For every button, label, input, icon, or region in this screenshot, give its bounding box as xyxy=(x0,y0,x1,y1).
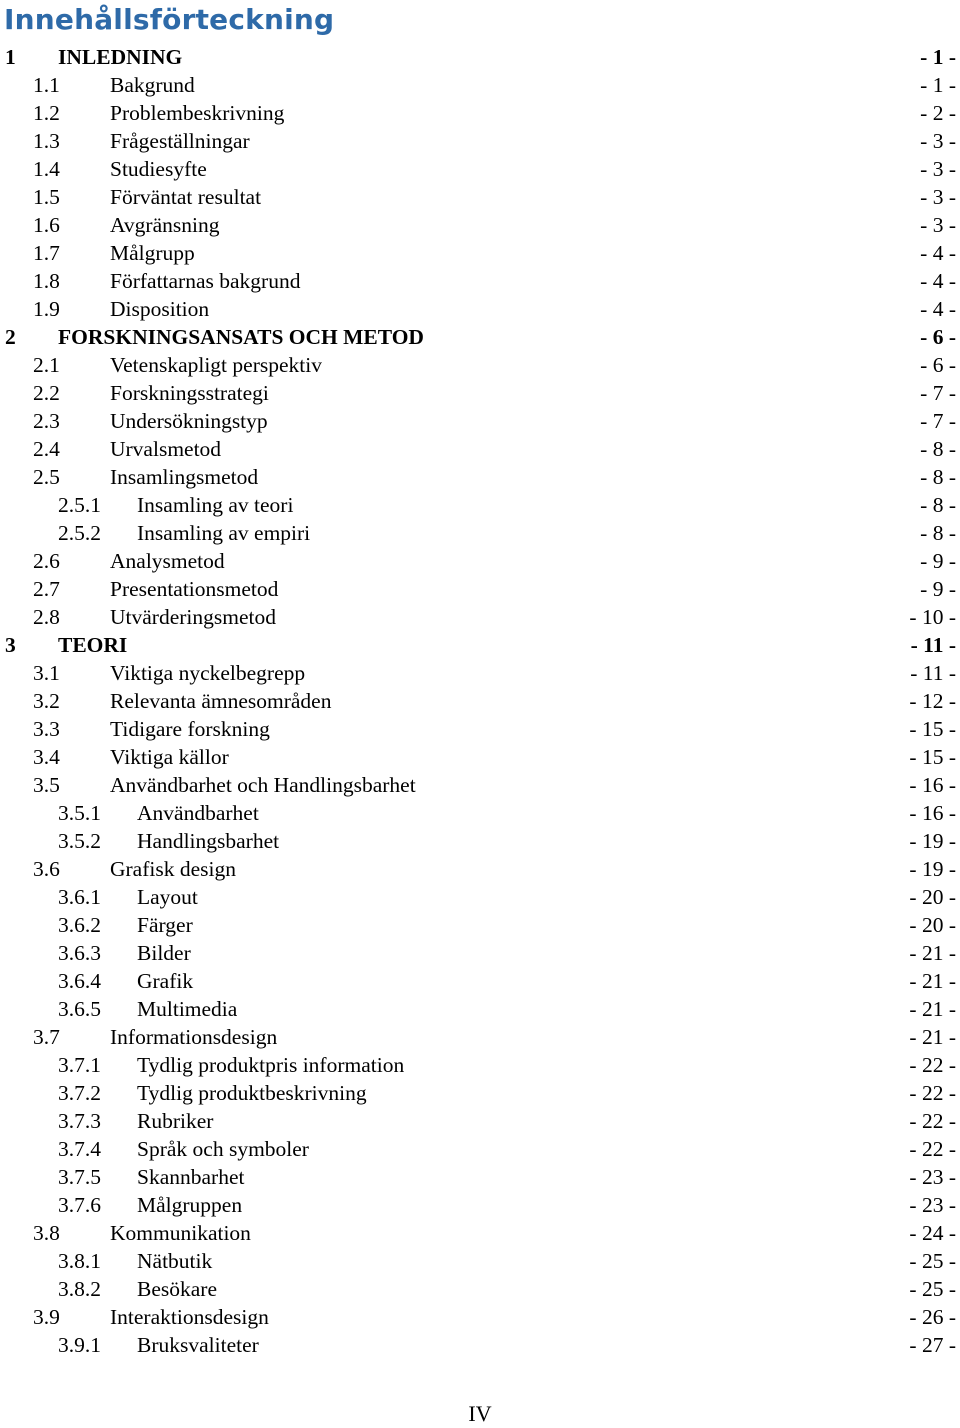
toc-entry-number: 1.9 xyxy=(33,297,60,321)
toc-entry-number: 1.7 xyxy=(33,241,60,265)
toc-entry-label: Informationsdesign xyxy=(110,1025,278,1049)
toc-entry[interactable] xyxy=(0,211,960,239)
toc-entry-page: - 1 - xyxy=(904,43,960,71)
toc-entry[interactable] xyxy=(0,1079,960,1107)
toc-entry[interactable] xyxy=(0,1275,960,1303)
toc-list xyxy=(0,43,960,1359)
toc-entry[interactable] xyxy=(0,799,960,827)
toc-entry-page: - 6 - xyxy=(904,351,960,379)
toc-entry-label: Vetenskapligt perspektiv xyxy=(110,353,322,377)
toc-entry-label: Viktiga nyckelbegrepp xyxy=(110,661,306,685)
toc-entry-number: 3.6 xyxy=(33,857,60,881)
toc-entry[interactable] xyxy=(0,1135,960,1163)
toc-entry-label: Multimedia xyxy=(137,997,238,1021)
toc-entry-number: 1.4 xyxy=(33,157,60,181)
toc-entry-label: Disposition xyxy=(110,297,210,321)
toc-entry-page: - 12 - xyxy=(904,687,960,715)
toc-entry[interactable] xyxy=(0,267,960,295)
toc-entry-page: - 3 - xyxy=(904,127,960,155)
toc-entry-page: - 21 - xyxy=(904,1023,960,1051)
toc-entry-label: Layout xyxy=(137,885,198,909)
toc-entry-number: 3.7.6 xyxy=(58,1193,101,1217)
toc-entry[interactable] xyxy=(0,631,960,659)
toc-entry[interactable] xyxy=(0,1051,960,1079)
toc-entry-label: Förväntat resultat xyxy=(110,185,262,209)
toc-entry-number: 2 xyxy=(5,325,16,349)
toc-entry-label: Utvärderingsmetod xyxy=(110,605,276,629)
toc-entry-number: 2.7 xyxy=(33,577,60,601)
toc-entry-label: Avgränsning xyxy=(110,213,220,237)
toc-entry-number: 3.4 xyxy=(33,745,60,769)
toc-entry-label: Nätbutik xyxy=(137,1249,213,1273)
toc-entry[interactable] xyxy=(0,911,960,939)
toc-entry-label: Interaktionsdesign xyxy=(110,1305,269,1329)
toc-entry[interactable] xyxy=(0,491,960,519)
toc-entry[interactable] xyxy=(0,1163,960,1191)
toc-entry-label: Målgrupp xyxy=(110,241,195,265)
toc-entry[interactable] xyxy=(0,659,960,687)
toc-entry-label: Handlingsbarhet xyxy=(137,829,280,853)
toc-entry-label: Rubriker xyxy=(137,1109,214,1133)
toc-entry[interactable] xyxy=(0,603,960,631)
toc-entry-label: Presentationsmetod xyxy=(110,577,279,601)
toc-entry-number: 3.7 xyxy=(33,1025,60,1049)
toc-entry-number: 2.1 xyxy=(33,353,60,377)
toc-entry-number: 3.6.3 xyxy=(58,941,101,965)
toc-entry-page: - 3 - xyxy=(904,183,960,211)
toc-entry[interactable] xyxy=(0,1219,960,1247)
toc-entry-number: 2.5.2 xyxy=(58,521,101,545)
toc-entry-number: 2.4 xyxy=(33,437,60,461)
toc-entry-page: - 1 - xyxy=(904,71,960,99)
toc-entry-page: - 21 - xyxy=(904,995,960,1023)
toc-entry-number: 3.6.5 xyxy=(58,997,101,1021)
toc-entry[interactable] xyxy=(0,323,960,351)
toc-entry-page: - 26 - xyxy=(904,1303,960,1331)
toc-entry-label: Studiesyfte xyxy=(110,157,207,181)
toc-entry[interactable] xyxy=(0,1331,960,1359)
toc-entry-label: Bilder xyxy=(137,941,191,965)
toc-entry-page: - 4 - xyxy=(904,295,960,323)
toc-entry-page: - 9 - xyxy=(904,575,960,603)
toc-entry-page: - 8 - xyxy=(904,435,960,463)
toc-entry[interactable] xyxy=(0,827,960,855)
toc-entry-number: 3.7.2 xyxy=(58,1081,101,1105)
toc-entry-number: 3.3 xyxy=(33,717,60,741)
toc-entry-page: - 2 - xyxy=(904,99,960,127)
toc-entry-number: 1 xyxy=(5,45,16,69)
toc-entry[interactable] xyxy=(0,435,960,463)
toc-entry-number: 2.8 xyxy=(33,605,60,629)
toc-entry-label: Analysmetod xyxy=(110,549,225,573)
toc-entry-page: - 7 - xyxy=(904,379,960,407)
toc-entry[interactable] xyxy=(0,715,960,743)
toc-entry[interactable] xyxy=(0,1247,960,1275)
toc-entry-number: 3.8.2 xyxy=(58,1277,101,1301)
toc-entry[interactable] xyxy=(0,575,960,603)
toc-entry[interactable] xyxy=(0,939,960,967)
toc-entry-label: Bruksvaliteter xyxy=(137,1333,259,1357)
toc-entry-number: 3.9 xyxy=(33,1305,60,1329)
toc-entry[interactable] xyxy=(0,519,960,547)
toc-entry-page: - 22 - xyxy=(904,1135,960,1163)
toc-entry-label: Tidigare forskning xyxy=(110,717,270,741)
toc-entry-number: 3.8.1 xyxy=(58,1249,101,1273)
toc-entry-label: Undersökningstyp xyxy=(110,409,268,433)
toc-entry-page: - 8 - xyxy=(904,491,960,519)
toc-entry-label: Forskningsstrategi xyxy=(110,381,269,405)
toc-entry-page: - 9 - xyxy=(904,547,960,575)
toc-entry-page: - 11 - xyxy=(904,631,960,659)
toc-entry-page: - 16 - xyxy=(904,771,960,799)
toc-entry[interactable] xyxy=(0,855,960,883)
toc-entry-page: - 16 - xyxy=(904,799,960,827)
toc-entry[interactable] xyxy=(0,1023,960,1051)
toc-entry-number: 2.5.1 xyxy=(58,493,101,517)
toc-entry[interactable] xyxy=(0,155,960,183)
toc-entry[interactable] xyxy=(0,995,960,1023)
toc-entry-label: TEORI xyxy=(58,633,128,657)
toc-entry-page: - 6 - xyxy=(904,323,960,351)
toc-entry[interactable] xyxy=(0,463,960,491)
toc-entry-page: - 21 - xyxy=(904,967,960,995)
toc-entry-page: - 25 - xyxy=(904,1247,960,1275)
toc-entry-label: Viktiga källor xyxy=(110,745,229,769)
toc-entry-page: - 22 - xyxy=(904,1051,960,1079)
toc-entry[interactable] xyxy=(0,743,960,771)
toc-entry-label: Problembeskrivning xyxy=(110,101,285,125)
toc-entry-page: - 24 - xyxy=(904,1219,960,1247)
toc-entry-label: INLEDNING xyxy=(58,45,183,69)
toc-entry[interactable] xyxy=(0,71,960,99)
toc-entry-label: Språk och symboler xyxy=(137,1137,309,1161)
toc-entry-label: Tydlig produktpris information xyxy=(137,1053,405,1077)
toc-entry-page: - 21 - xyxy=(904,939,960,967)
toc-entry-label: Målgruppen xyxy=(137,1193,243,1217)
toc-entry-number: 3.1 xyxy=(33,661,60,685)
toc-entry-number: 2.3 xyxy=(33,409,60,433)
toc-entry-number: 3.6.4 xyxy=(58,969,101,993)
toc-entry-page: - 23 - xyxy=(904,1191,960,1219)
toc-entry[interactable] xyxy=(0,1303,960,1331)
toc-entry-page: - 22 - xyxy=(904,1107,960,1135)
toc-entry[interactable] xyxy=(0,379,960,407)
toc-entry-page: - 22 - xyxy=(904,1079,960,1107)
toc-title: Innehållsförteckning xyxy=(4,3,335,36)
toc-entry-page: - 10 - xyxy=(904,603,960,631)
toc-entry-number: 2.5 xyxy=(33,465,60,489)
toc-entry-number: 1.2 xyxy=(33,101,60,125)
toc-entry-number: 1.5 xyxy=(33,185,60,209)
toc-entry-number: 3.9.1 xyxy=(58,1333,101,1357)
toc-entry[interactable] xyxy=(0,127,960,155)
toc-entry-page: - 4 - xyxy=(904,239,960,267)
toc-entry-page: - 27 - xyxy=(904,1331,960,1359)
toc-entry[interactable] xyxy=(0,967,960,995)
toc-entry[interactable] xyxy=(0,43,960,71)
toc-entry-label: Frågeställningar xyxy=(110,129,250,153)
toc-entry-page: - 19 - xyxy=(904,855,960,883)
toc-entry-label: Författarnas bakgrund xyxy=(110,269,301,293)
toc-entry-number: 3.7.4 xyxy=(58,1137,101,1161)
toc-entry-label: FORSKNINGSANSATS OCH METOD xyxy=(58,325,424,349)
page-number-footer: IV xyxy=(468,1401,492,1426)
toc-entry-label: Kommunikation xyxy=(110,1221,251,1245)
toc-entry-label: Insamling av empiri xyxy=(137,521,311,545)
toc-entry-page: - 20 - xyxy=(904,883,960,911)
toc-entry-page: - 4 - xyxy=(904,267,960,295)
toc-entry-page: - 8 - xyxy=(904,463,960,491)
toc-entry-number: 3.5 xyxy=(33,773,60,797)
toc-entry-label: Urvalsmetod xyxy=(110,437,222,461)
toc-entry[interactable] xyxy=(0,239,960,267)
toc-entry[interactable] xyxy=(0,1191,960,1219)
toc-entry-page: - 7 - xyxy=(904,407,960,435)
toc-entry[interactable] xyxy=(0,771,960,799)
toc-entry-number: 3.7.1 xyxy=(58,1053,101,1077)
toc-entry-label: Insamlingsmetod xyxy=(110,465,259,489)
toc-entry-number: 3 xyxy=(5,633,16,657)
toc-entry[interactable] xyxy=(0,295,960,323)
toc-entry[interactable] xyxy=(0,351,960,379)
toc-entry-page: - 3 - xyxy=(904,155,960,183)
toc-entry-number: 1.3 xyxy=(33,129,60,153)
toc-entry-label: Skannbarhet xyxy=(137,1165,245,1189)
toc-entry-page: - 15 - xyxy=(904,715,960,743)
toc-entry-label: Färger xyxy=(137,913,193,937)
toc-entry-number: 3.7.3 xyxy=(58,1109,101,1133)
toc-entry[interactable] xyxy=(0,99,960,127)
toc-entry[interactable] xyxy=(0,183,960,211)
toc-entry[interactable] xyxy=(0,547,960,575)
toc-entry[interactable] xyxy=(0,407,960,435)
toc-entry-number: 1.6 xyxy=(33,213,60,237)
toc-entry-number: 3.6.2 xyxy=(58,913,101,937)
toc-entry-number: 3.2 xyxy=(33,689,60,713)
toc-entry-page: - 25 - xyxy=(904,1275,960,1303)
toc-entry-number: 3.6.1 xyxy=(58,885,101,909)
toc-entry-number: 2.6 xyxy=(33,549,60,573)
toc-entry-label: Grafisk design xyxy=(110,857,236,881)
toc-entry-label: Besökare xyxy=(137,1277,217,1301)
toc-entry-number: 3.8 xyxy=(33,1221,60,1245)
toc-entry[interactable] xyxy=(0,687,960,715)
toc-entry-number: 1.8 xyxy=(33,269,60,293)
toc-entry-label: Insamling av teori xyxy=(137,493,294,517)
toc-entry-label: Bakgrund xyxy=(110,73,195,97)
toc-entry-number: 1.1 xyxy=(33,73,60,97)
toc-entry-label: Användbarhet xyxy=(137,801,259,825)
toc-entry-page: - 15 - xyxy=(904,743,960,771)
toc-entry-label: Relevanta ämnesområden xyxy=(110,689,332,713)
toc-entry-number: 3.5.1 xyxy=(58,801,101,825)
toc-entry-number: 3.7.5 xyxy=(58,1165,101,1189)
toc-entry-label: Tydlig produktbeskrivning xyxy=(137,1081,367,1105)
toc-entry[interactable] xyxy=(0,1107,960,1135)
toc-entry-page: - 20 - xyxy=(904,911,960,939)
toc-entry-page: - 8 - xyxy=(904,519,960,547)
toc-entry-page: - 3 - xyxy=(904,211,960,239)
toc-entry-number: 2.2 xyxy=(33,381,60,405)
toc-entry-page: - 11 - xyxy=(904,659,960,687)
toc-entry[interactable] xyxy=(0,883,960,911)
toc-entry-page: - 23 - xyxy=(904,1163,960,1191)
toc-entry-label: Användbarhet och Handlingsbarhet xyxy=(110,773,416,797)
toc-entry-label: Grafik xyxy=(137,969,194,993)
toc-entry-page: - 19 - xyxy=(904,827,960,855)
toc-entry-number: 3.5.2 xyxy=(58,829,101,853)
